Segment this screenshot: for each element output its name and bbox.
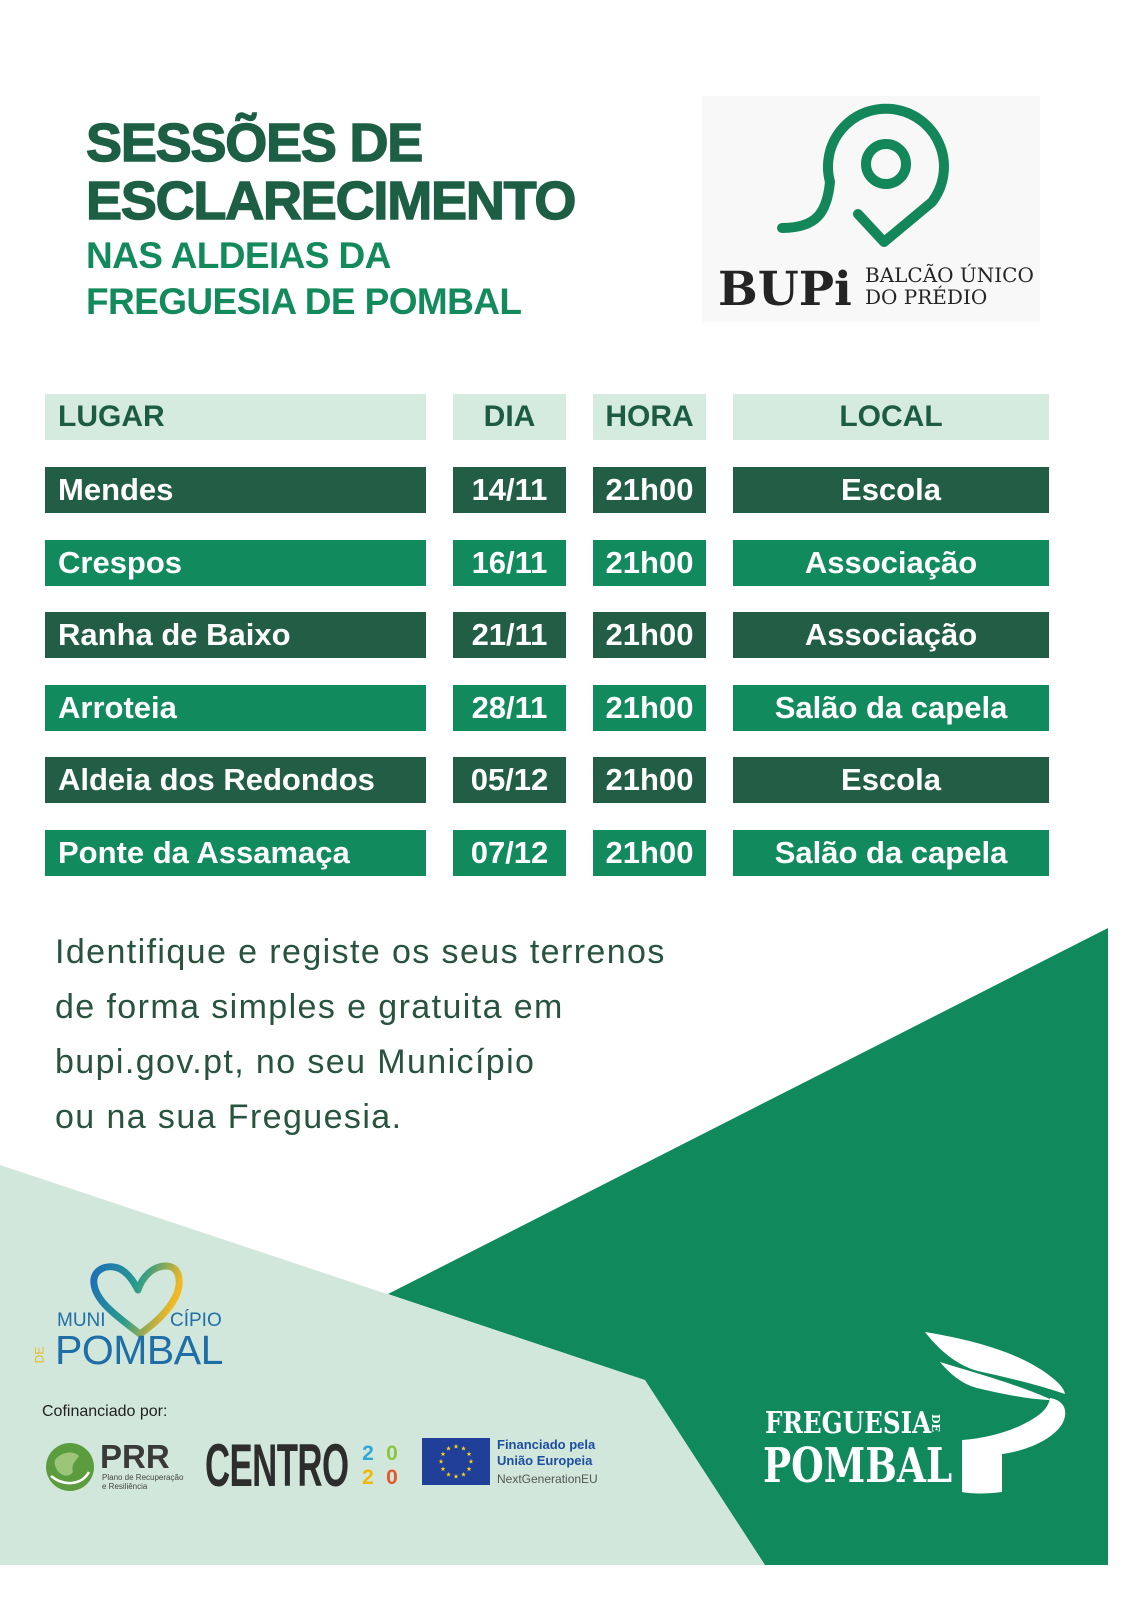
day-cell: 05/12	[453, 757, 566, 803]
place-cell: Arroteia	[45, 685, 426, 731]
prr-subtitle	[102, 1473, 183, 1491]
venue-cell: Associação	[733, 612, 1049, 658]
municipio-prefix: MUNI	[57, 1310, 106, 1331]
eu-flag-icon	[422, 1438, 490, 1485]
title-line: ESCLARECIMENTO	[86, 171, 576, 231]
place-cell: Crespos	[45, 540, 426, 586]
venue-cell: Escola	[733, 757, 1049, 803]
time-cell: 21h00	[593, 685, 706, 731]
venue-cell: Escola	[733, 467, 1049, 513]
bupi-tagline-line: DO PRÉDIO	[865, 285, 988, 309]
venue-cell: Salão da capela	[733, 685, 1049, 731]
venue-cell: Associação	[733, 540, 1049, 586]
day-cell: 07/12	[453, 830, 566, 876]
freguesia-place: POMBAL	[763, 1438, 953, 1494]
prr-name: PRR	[100, 1438, 170, 1475]
municipio-name: POMBAL	[55, 1327, 223, 1373]
location-pin-icon	[772, 102, 952, 250]
schedule-row	[0, 830, 1131, 876]
schedule-row	[0, 757, 1131, 803]
place-cell: Mendes	[45, 467, 426, 513]
day-cell: 21/11	[453, 612, 566, 658]
prr-globe-icon	[45, 1442, 95, 1492]
schedule-row	[0, 540, 1131, 586]
venue-cell: Salão da capela	[733, 830, 1049, 876]
schedule-row	[0, 685, 1131, 731]
day-cell: 28/11	[453, 685, 566, 731]
info-line: de forma simples e gratuita em	[55, 988, 564, 1026]
time-cell: 21h00	[593, 757, 706, 803]
centro-name: CENTRO	[205, 1432, 349, 1499]
bupi-wordmark: BUPi	[718, 262, 852, 317]
info-line: ou na sua Freguesia.	[55, 1098, 403, 1136]
freguesia-de: DE	[928, 1414, 942, 1432]
page-title	[86, 114, 575, 230]
centro-digit: 0	[386, 1442, 398, 1465]
eu-text-line: União Europeia	[497, 1453, 593, 1468]
page-subtitle	[86, 233, 521, 325]
subtitle-line: NAS ALDEIAS DA	[86, 235, 391, 276]
centro-digit: 2	[362, 1442, 374, 1465]
subtitle-line: FREGUESIA DE POMBAL	[86, 281, 522, 322]
day-cell: 16/11	[453, 540, 566, 586]
eu-program: NextGenerationEU	[497, 1472, 598, 1486]
municipio-de: DE	[32, 1346, 47, 1364]
bupi-tagline	[865, 264, 1034, 308]
header-venue: LOCAL	[733, 394, 1049, 440]
header-time: HORA	[593, 394, 706, 440]
info-line: bupi.gov.pt, no seu Município	[55, 1043, 536, 1081]
centro-digits	[356, 1442, 404, 1490]
place-cell: Ponte da Assamaça	[45, 830, 426, 876]
freguesia-name: FREGUESIA	[765, 1406, 932, 1441]
header-day: DIA	[453, 394, 566, 440]
day-cell: 14/11	[453, 467, 566, 513]
schedule-row	[0, 467, 1131, 513]
bupi-tagline-line: BALCÃO ÚNICO	[865, 263, 1034, 287]
schedule-header	[0, 394, 1131, 440]
municipio-suffix: CÍPIO	[170, 1310, 222, 1331]
header-place: LUGAR	[45, 394, 426, 440]
centro-digit: 2	[362, 1466, 374, 1489]
prr-subtitle-line: e Resiliência	[102, 1482, 148, 1491]
prr-subtitle-line: Plano de Recuperação	[102, 1473, 184, 1482]
time-cell: 21h00	[593, 612, 706, 658]
schedule-row	[0, 612, 1131, 658]
place-cell: Ranha de Baixo	[45, 612, 426, 658]
eu-text-line: Financiado pela	[497, 1437, 596, 1452]
time-cell: 21h00	[593, 467, 706, 513]
place-cell: Aldeia dos Redondos	[45, 757, 426, 803]
info-line: Identifique e registe os seus terrenos	[55, 933, 666, 971]
title-line: SESSÕES DE	[86, 113, 423, 173]
time-cell: 21h00	[593, 830, 706, 876]
cofinancing-label: Cofinanciado por:	[42, 1403, 168, 1420]
time-cell: 21h00	[593, 540, 706, 586]
centro-digit: 0	[386, 1466, 398, 1489]
info-paragraph	[55, 925, 666, 1145]
